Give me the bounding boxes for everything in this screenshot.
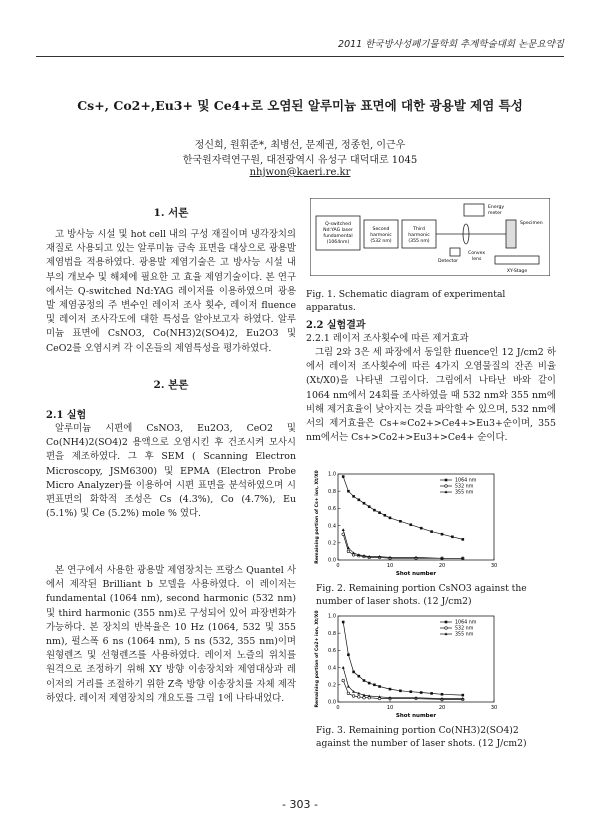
fig1-detector-label: Detector [438, 259, 459, 264]
svg-text:harmonic: harmonic [408, 233, 430, 238]
data-point [420, 527, 423, 530]
svg-text:(355 nm): (355 nm) [408, 239, 430, 244]
experiment-paragraph-1 [46, 422, 296, 521]
data-point [363, 679, 366, 682]
data-point [399, 520, 402, 523]
fig1-third-label: Third [413, 227, 425, 232]
series-line-355-nm [343, 668, 463, 699]
data-point [352, 495, 355, 498]
legend-label: 1064 nm [455, 478, 477, 484]
header-rule [36, 56, 564, 57]
fig1-energy-meter-label: Energy [488, 205, 505, 210]
fig3-caption: Fig. 3. Remaining portion Co(NH3)2(SO4)2 against the number of laser shots. (12 J/cm2) [316, 725, 527, 749]
experiment-paragraph-2 [46, 564, 296, 706]
fig1-lens-label: Convex [468, 251, 486, 256]
apparatus-schematic [310, 198, 550, 276]
data-point [373, 509, 376, 512]
fig2-caption: Fig. 2. Remaining portion CsNO3 against the number of laser shots. (12 J/cm2) [316, 583, 527, 607]
series-line-1064-nm [343, 622, 463, 695]
x-tick-label: 30 [490, 705, 498, 711]
experiment-text-1: 알루미늄 시편에 CsNO3, Eu2O3, CeO2 및 Co(NH4)2(SO4)2 용액으로 오염시킨 후 건조시켜 모사시편을 제조하였다. 그 후 SEM ( Scanning Electron Microscopy, JSM6300) 및 EPMA (Electron Probe Micro Analyzer)를 이용하여 시편 표면을 분석하였으며 시편표면의 화학적 조성은 Cs (4.3%), Co (4.7%), Eu (5.1%) 및 Ce (5.2%) mole % 였다. [46, 423, 296, 520]
results-paragraph [306, 346, 556, 445]
data-point [410, 523, 413, 526]
fig1-specimen-label: Specimen [520, 221, 543, 226]
fig3-chart [312, 610, 502, 722]
y-tick-label: 0.2 [328, 682, 336, 689]
y-axis-label: Remaining portion of Co2+ ion, Xt/X0 [315, 610, 320, 708]
legend-label: 532 nm [455, 484, 474, 490]
data-point [363, 696, 366, 699]
data-point [342, 666, 345, 669]
results-heading: 2.2 실험결과 [306, 320, 366, 331]
x-axis-label: Shot number [395, 571, 437, 577]
x-tick-label: 0 [336, 563, 340, 569]
data-point [430, 530, 433, 533]
legend-label: 1064 nm [455, 620, 477, 626]
data-point [384, 514, 387, 517]
data-point [389, 517, 392, 520]
y-tick-label: 0.8 [328, 630, 336, 637]
y-tick-label: 0.8 [328, 488, 336, 495]
y-tick-label: 1.0 [328, 471, 336, 478]
svg-text:Nd:YAG laser: Nd:YAG laser [323, 228, 353, 233]
results-text: 그림 2와 3은 세 파장에서 동일한 fluence인 12 J/cm2 하에서 레이저 조사횟수에 따른 4가지 오염물질의 잔존 비율 (Xt/X0)을 나타낸 그림이다. 그림에서 나타난 바와 같이 1064 nm에서 24회를 조사하였을 때 532 nm와 355 nm에 비해 제거효율이 낮아지는 것을 파악할 수 있으며, 532 nm에서의 제거효율은 Cs+≈Co2+>Ce4+>Eu3+순이며, 355 nm에서는 Cs+>Co2+>Eu3+>Ce4+ 순이다. [306, 347, 556, 444]
data-point [347, 653, 350, 656]
fig1-second-label: Second [372, 227, 390, 232]
data-point [368, 682, 371, 685]
fig1-stage-label: XY-Stage [506, 269, 528, 274]
data-point [399, 690, 402, 693]
data-point [352, 695, 355, 698]
y-tick-label: 0.6 [328, 506, 336, 513]
data-point [342, 621, 345, 624]
x-tick-label: 0 [336, 705, 340, 711]
data-point [441, 693, 444, 696]
legend-label: 355 nm [455, 490, 474, 496]
legend-marker [445, 479, 448, 482]
y-tick-label: 0.0 [328, 699, 336, 706]
intro-paragraph [46, 228, 296, 356]
intro-text: 고 방사능 시설 및 hot cell 내의 구성 재질이며 냉각장치의 재질로 사용되고 있는 알루미늄 금속 표면을 대상으로 광용발 제염법을 적용하였다. 광용발 제염기술은 고 방사능 시설 내부의 개보수 및 해체에 필요한 고 효율 제염기술이다. 본 연구에서는 Q-switched Nd:YAG 레이저를 이용하였으며 광용발 제염공정의 주 변수인 레이저 조사 횟수, 레이저 fluence 및 레이저 조사각도에 대한 특성을 알아보고자 하였다. 알루미늄 표면에 CsNO3, Co(NH3)2(SO4)2, Eu2O3 및 CeO2를 오염시켜 각 이온들의 제염특성을 평가하였다. [46, 229, 296, 354]
page-number: - 303 - [282, 798, 318, 811]
x-tick-label: 20 [438, 705, 446, 711]
intro-heading: 1. 서론 [153, 207, 189, 219]
x-tick-label: 10 [386, 563, 394, 569]
data-point [378, 685, 381, 688]
legend-label: 532 nm [455, 626, 474, 632]
data-point [358, 675, 361, 678]
y-tick-label: 0.2 [328, 540, 336, 547]
data-point [352, 671, 355, 674]
data-point [363, 502, 366, 505]
results-subheading: 2.2.1 레이저 조사횟수에 따른 제거효과 [306, 333, 469, 344]
data-point [347, 692, 350, 695]
legend-label: 355 nm [455, 632, 474, 638]
series-line-355-nm [343, 530, 463, 558]
fig1-caption: Fig. 1. Schematic diagram of experimental apparatus. [306, 289, 506, 313]
running-header: 2011 한국방사성폐기물학회 추계학술대회 논문요약집 [338, 39, 564, 50]
data-point [373, 684, 376, 687]
x-tick-label: 10 [386, 705, 394, 711]
x-tick-label: 20 [438, 563, 446, 569]
data-point [368, 505, 371, 508]
paper-title: Cs+, Co2+,Eu3+ 및 Ce4+로 오염된 알루미늄 표면에 대한 광용발 제염 특성 [77, 98, 523, 113]
x-axis-label: Shot number [395, 713, 437, 719]
author-email-link[interactable]: nhjwon@kaeri.re.kr [249, 167, 351, 178]
data-point [358, 696, 361, 699]
fig1-laser-label: Q-switched [325, 222, 351, 227]
data-point [358, 499, 361, 502]
y-tick-label: 0.4 [328, 523, 336, 530]
data-point [420, 691, 423, 694]
legend-marker [445, 627, 448, 630]
data-point [389, 688, 392, 691]
svg-text:meter: meter [488, 211, 502, 216]
data-point [347, 550, 350, 553]
paper-affiliation: 한국원자력연구원, 대전광역시 유성구 대덕대로 1045 [182, 155, 418, 166]
y-tick-label: 0.4 [328, 665, 336, 672]
data-point [342, 528, 345, 531]
data-point [347, 685, 350, 688]
y-tick-label: 0.0 [328, 557, 336, 564]
paper-authors: 정신희, 원휘준*, 최병선, 문제권, 정종헌, 이근우 [194, 140, 406, 151]
experiment-text-2: 본 연구에서 사용한 광용발 제염장치는 프랑스 Quantel 사에서 제작된 Brilliant b 모델을 사용하였다. 이 레이저는 fundamental (1064 nm), second harmonic (532 nm) 및 third harmonic (355 nm)로 구성되어 있어 파장변화가 가능하다. 본 장치의 반복율은 10 Hz (1064, 532 및 355 nm), 펄스폭 6 ns (1064 nm), 5 ns (532, 355 nm)이며 원형렌즈 및 선형렌즈를 사용하였다. 레이저 노즐의 위치를 원격으로 조정하기 위해 XY 방향 이송장치와 제염대상과 레이저의 거리를 조절하기 위한 Z축 방향 이송장치를 자체 제작하였다. 레이저 제염장치의 개요도를 그림 1에 나타내었다. [46, 565, 296, 704]
data-point [347, 490, 350, 493]
svg-text:harmonic: harmonic [370, 233, 392, 238]
legend-marker [445, 621, 448, 624]
legend-marker [445, 485, 448, 488]
x-tick-label: 30 [490, 563, 498, 569]
series-line-532-nm [343, 534, 463, 558]
data-point [462, 694, 465, 697]
data-point [342, 679, 345, 682]
y-tick-label: 1.0 [328, 613, 336, 620]
data-point [462, 538, 465, 541]
y-tick-label: 0.6 [328, 648, 336, 655]
data-point [451, 535, 454, 538]
data-point [410, 690, 413, 693]
y-axis-label: Remaining portion of Cs+ ion, Xt/X0 [315, 470, 320, 564]
svg-text:fundamental: fundamental [323, 234, 353, 239]
fig2-chart [312, 468, 502, 580]
svg-text:lens: lens [472, 257, 482, 262]
data-point [441, 533, 444, 536]
data-point [342, 475, 345, 478]
svg-text:(1064nm): (1064nm) [326, 240, 350, 245]
data-point [430, 692, 433, 695]
data-point [378, 511, 381, 514]
experiment-heading: 2.1 실험 [46, 410, 87, 421]
body-heading: 2. 본론 [153, 379, 189, 391]
svg-text:(532 nm): (532 nm) [370, 239, 392, 244]
series-line-532-nm [343, 681, 463, 700]
